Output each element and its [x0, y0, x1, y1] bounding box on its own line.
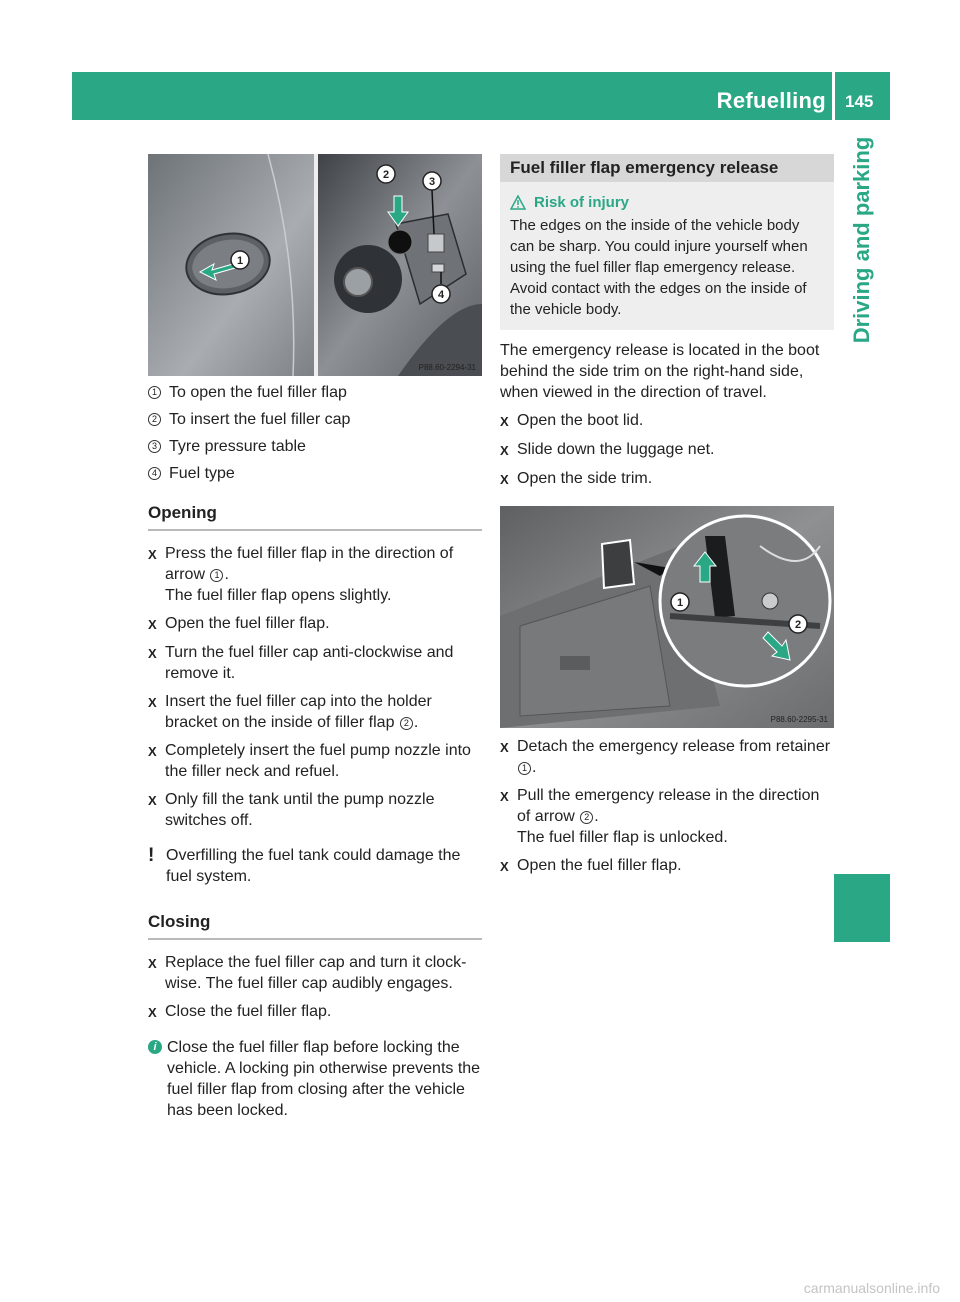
svg-text:4: 4	[437, 289, 445, 301]
chapter-tab-label: Driving and parking	[849, 136, 874, 344]
intro-paragraph: The emergency release is located in the boot behind the side trim on the right-hand side, when viewed in the direction of travel.	[500, 342, 820, 401]
warning-triangle-icon	[510, 195, 526, 210]
instruction-step: X Press the fuel filler flap in the direction of arrow 1 . The fuel filler flap opens slightly.	[148, 543, 482, 606]
step-marker-icon: X	[500, 789, 509, 804]
svg-text:1: 1	[236, 255, 244, 267]
warning-text: The edges on the inside of the vehicle body can be sharp. You could injure yourself when using the fuel filler flap emergency release. Avoid contact with the edges on the inside of the vehicle body.	[510, 217, 808, 318]
emergency-release-figure	[500, 506, 834, 728]
step-marker-icon: X	[500, 414, 509, 429]
step-marker-icon: X	[500, 740, 509, 755]
page-number: 145	[845, 92, 874, 111]
callout-ref: 1	[210, 569, 223, 582]
warning-box	[500, 182, 834, 330]
callout-number: 1	[148, 386, 161, 399]
info-note: i Close the fuel filler flap before locking the vehicle. A locking pin otherwise prevents the fuel filler flap from closing after the vehicle has been locked.	[148, 1037, 482, 1121]
left-column	[148, 154, 482, 1121]
callout-number: 3	[148, 440, 161, 453]
legend-item	[148, 463, 482, 484]
callout-number: 4	[148, 467, 161, 480]
instruction-step: X Turn the fuel filler cap anti-clockwise and remove it.	[148, 644, 454, 682]
fuel-filler-illustration	[148, 154, 482, 376]
step-marker-icon: X	[148, 793, 157, 808]
instruction-step: X Insert the fuel filler cap into the holder bracket on the inside of filler flap 2 .	[148, 693, 432, 731]
step-result: The fuel filler flap is unlocked.	[517, 829, 728, 846]
step-marker-icon: X	[148, 695, 157, 710]
callout-ref: 1	[518, 762, 531, 775]
instruction-step: X Open the fuel filler flap.	[500, 855, 834, 877]
figure-code: P88.60-2295-31	[770, 715, 828, 724]
opening-heading: Opening	[148, 502, 482, 531]
panel-divider	[314, 154, 318, 376]
figure-code: P88.60-2294-31	[418, 363, 476, 372]
instruction-step: X Close the fuel filler flap.	[148, 1001, 482, 1023]
instruction-step: X Open the boot lid.	[500, 410, 834, 432]
callout-ref: 2	[400, 717, 413, 730]
step-marker-icon: X	[148, 1005, 157, 1020]
instruction-step: X Replace the fuel filler cap and turn it clock-wise. The fuel filler cap audibly engages.	[148, 954, 467, 992]
legend-text: Fuel type	[169, 465, 235, 482]
legend-item	[148, 409, 482, 430]
chapter-marker-block	[834, 874, 890, 942]
caution-note: ! Overfilling the fuel tank could damage the fuel system.	[148, 845, 461, 885]
instruction-step: X Pull the emergency release in the direction of arrow 2 . The fuel filler flap is unlocked.	[500, 785, 834, 848]
legend-item	[148, 436, 482, 457]
step-result: The fuel filler flap opens slightly.	[165, 587, 392, 604]
header-divider	[832, 72, 835, 120]
legend-item	[148, 382, 482, 403]
svg-text:1: 1	[676, 597, 684, 609]
step-marker-icon: X	[148, 956, 157, 971]
instruction-step: X Detach the emergency release from retainer 1 .	[500, 738, 831, 776]
step-marker-icon: X	[148, 547, 157, 562]
svg-text:3: 3	[428, 176, 436, 188]
step-marker-icon: X	[500, 443, 509, 458]
cap-holder	[388, 230, 412, 254]
step-marker-icon: X	[500, 859, 509, 874]
step-marker-icon: X	[148, 646, 157, 661]
legend-text: To insert the fuel filler cap	[169, 411, 351, 428]
step-marker-icon: X	[148, 744, 157, 759]
step-marker-icon: X	[500, 472, 509, 487]
instruction-step: X Open the fuel filler flap.	[148, 613, 482, 635]
info-icon: i	[148, 1040, 162, 1054]
svg-text:2: 2	[794, 619, 802, 631]
legend-text: To open the fuel filler flap	[169, 384, 347, 401]
callout-number: 2	[148, 413, 161, 426]
instruction-step: X Only fill the tank until the pump nozzle switches off.	[148, 791, 435, 829]
exclamation-icon: !	[148, 845, 155, 866]
callout-ref: 2	[580, 811, 593, 824]
warning-title: Risk of injury	[510, 192, 824, 213]
legend-text: Tyre pressure table	[169, 438, 306, 455]
emergency-release-illustration	[500, 506, 834, 728]
fuel-filler-figure	[148, 154, 482, 376]
instruction-step: X Slide down the luggage net.	[500, 439, 834, 461]
right-column	[500, 154, 834, 877]
closing-heading: Closing	[148, 911, 482, 940]
emergency-release-heading: Fuel filler flap emergency release	[500, 154, 834, 182]
step-marker-icon: X	[148, 617, 157, 632]
instruction-step: X Completely insert the fuel pump nozzle into the filler neck and refuel.	[148, 742, 471, 780]
instruction-step: X Open the side trim.	[500, 468, 834, 490]
svg-text:2: 2	[382, 169, 390, 181]
watermark: carmanualsonline.info	[803, 1280, 940, 1296]
page-section-title: Refuelling	[716, 88, 826, 113]
